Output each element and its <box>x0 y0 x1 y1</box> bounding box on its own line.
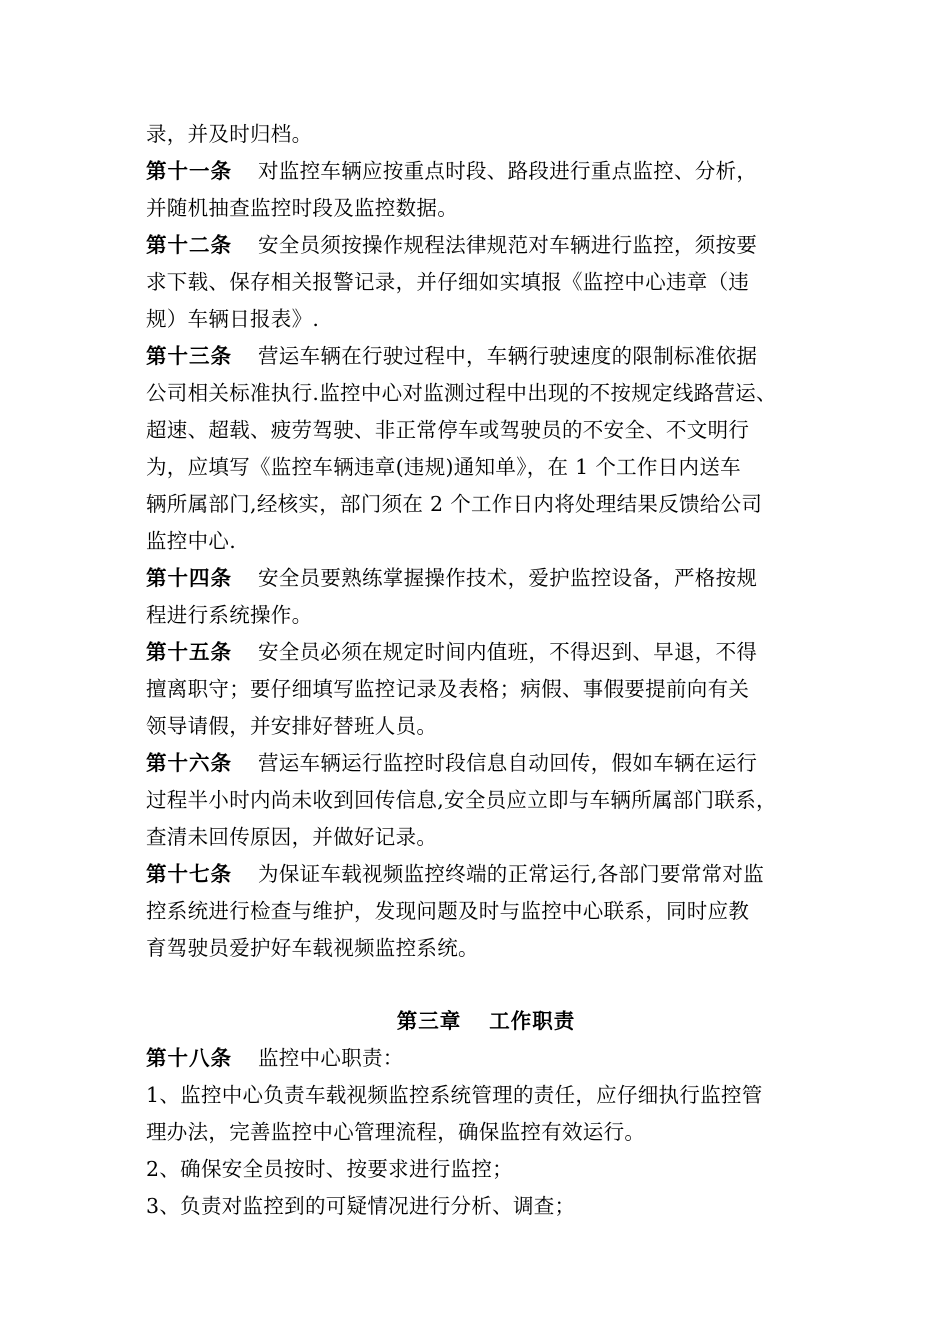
text-line <box>146 1151 826 1188</box>
line-text: 安全员必须在规定时间内值班，不得迟到、早退，不得 <box>258 640 758 664</box>
text-line <box>146 449 826 486</box>
text-line <box>146 338 826 375</box>
chapter-title: 工作职责 <box>489 1009 576 1033</box>
line-text: 辆所属部门,经核实，部门须在 2 个工作日内将处理结果反馈给公司 <box>146 492 763 516</box>
line-text: 1、监控中心负责车载视频监控系统管理的责任，应仔细执行监控管 <box>146 1083 763 1107</box>
text-line <box>146 264 826 301</box>
article-label: 第十八条 <box>146 1046 232 1070</box>
article-label: 第十一条 <box>146 159 232 183</box>
text-line <box>146 375 826 412</box>
line-text: 录，并及时归档。 <box>146 122 313 146</box>
line-text: 为保证车载视频监控终端的正常运行,各部门要常常对监 <box>258 862 765 886</box>
text-line <box>146 301 826 338</box>
line-text: 育驾驶员爱护好车载视频监控系统。 <box>146 936 479 960</box>
text-line <box>146 412 826 449</box>
line-text: 擅离职守；要仔细填写监控记录及表格；病假、事假要提前向有关 <box>146 677 750 701</box>
line-text: 规）车辆日报表》. <box>146 307 320 331</box>
text-line <box>146 190 826 227</box>
line-text: 并随机抽查监控时段及监控数据。 <box>146 196 458 220</box>
text-line <box>146 856 826 893</box>
text-line <box>146 1077 826 1114</box>
text-line <box>146 634 826 671</box>
article-label: 第十七条 <box>146 862 232 886</box>
text-line <box>146 1040 826 1077</box>
text-line <box>146 671 826 708</box>
document-body <box>146 116 826 1225</box>
line-text: 控系统进行检查与维护，发现问题及时与监控中心联系，同时应教 <box>146 899 750 923</box>
text-line <box>146 116 826 153</box>
line-text: 公司相关标准执行.监控中心对监测过程中出现的不按规定线路营运、 <box>146 381 777 405</box>
line-text: 程进行系统操作。 <box>146 603 313 627</box>
section-spacer <box>146 967 826 1003</box>
line-text: 安全员要熟练掌握操作技术，爱护监控设备，严格按规 <box>258 566 758 590</box>
text-line <box>146 560 826 597</box>
line-text: 理办法，完善监控中心管理流程，确保监控有效运行。 <box>146 1120 646 1144</box>
line-text: 安全员须按操作规程法律规范对车辆进行监控，须按要 <box>258 233 758 257</box>
line-text: 超速、超载、疲劳驾驶、非正常停车或驾驶员的不安全、不文明行 <box>146 418 750 442</box>
text-line <box>146 745 826 782</box>
text-line <box>146 153 826 190</box>
text-line <box>146 930 826 967</box>
chapter-three-section <box>146 1040 826 1225</box>
line-text: 监控中心职责： <box>258 1046 404 1070</box>
chapter-heading <box>146 1003 826 1040</box>
text-line <box>146 1114 826 1151</box>
text-line <box>146 227 826 264</box>
line-text: 3、负责对监控到的可疑情况进行分析、调查； <box>146 1194 576 1218</box>
line-text: 营运车辆在行驶过程中，车辆行驶速度的限制标准依据 <box>258 344 758 368</box>
chapter-number: 第三章 <box>396 1009 462 1033</box>
text-line <box>146 523 826 560</box>
text-line <box>146 708 826 745</box>
line-text: 2、确保安全员按时、按要求进行监控； <box>146 1157 513 1181</box>
text-line <box>146 893 826 930</box>
line-text: 领导请假，并安排好替班人员。 <box>146 714 438 738</box>
line-text: 求下载、保存相关报警记录，并仔细如实填报《监控中心违章（违 <box>146 270 750 294</box>
line-text: 监控中心. <box>146 529 237 553</box>
text-line <box>146 782 826 819</box>
article-label: 第十五条 <box>146 640 232 664</box>
text-line <box>146 1188 826 1225</box>
line-text: 查清未回传原因，并做好记录。 <box>146 825 438 849</box>
article-label: 第十六条 <box>146 751 232 775</box>
article-label: 第十三条 <box>146 344 232 368</box>
article-label: 第十二条 <box>146 233 232 257</box>
line-text: 营运车辆运行监控时段信息自动回传，假如车辆在运行 <box>258 751 758 775</box>
article-label: 第十四条 <box>146 566 232 590</box>
line-text: 对监控车辆应按重点时段、路段进行重点监控、分析， <box>258 159 758 183</box>
line-text: 为，应填写《监控车辆违章(违规)通知单》，在 1 个工作日内送车 <box>146 455 741 479</box>
text-line <box>146 597 826 634</box>
text-line <box>146 819 826 856</box>
line-text: 过程半小时内尚未收到回传信息,安全员应立即与车辆所属部门联系， <box>146 788 777 812</box>
text-line <box>146 486 826 523</box>
articles-section <box>146 116 826 967</box>
